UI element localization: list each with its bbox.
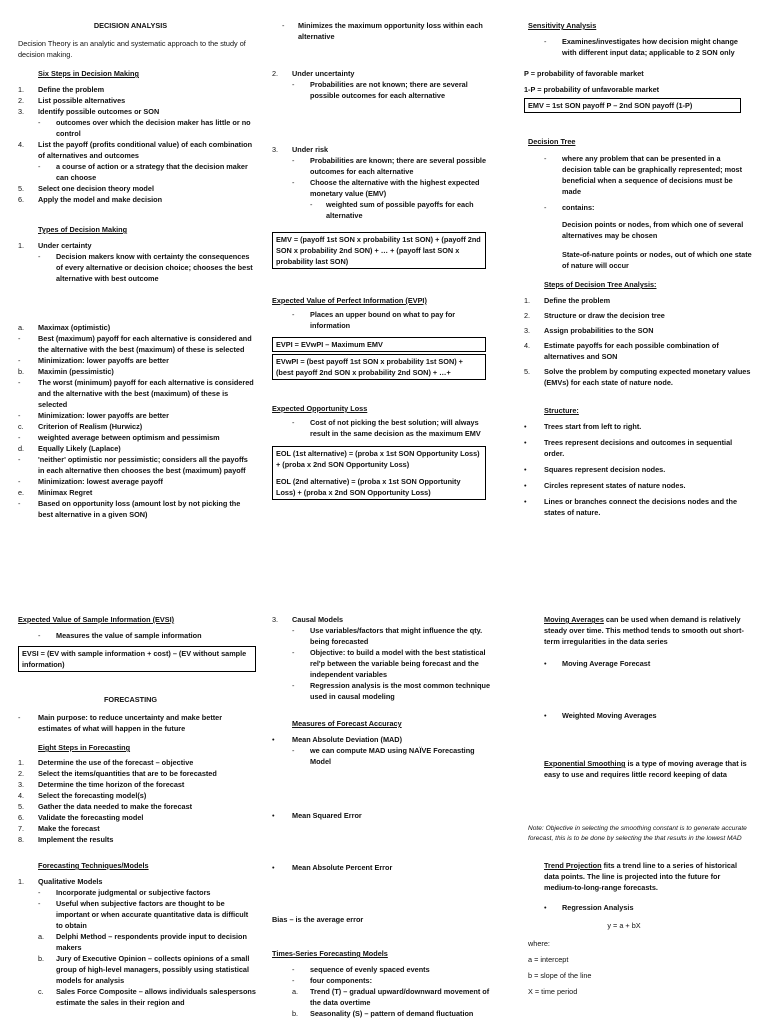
list-item: - The worst (minimum) payoff for each alternative is considered and the alternative with the best (maximum) of these is selected xyxy=(18,378,254,409)
six-steps-list xyxy=(18,84,256,205)
list-item: - Minimization: lower payoffs are better xyxy=(18,356,169,365)
smoothing-note: Note: Objective in selecting the smoothing constant is to generate accurate forecast, this is to be done by selecting the that results in the lowest MAD xyxy=(528,825,747,842)
list-item: 7. Make the forecast xyxy=(18,824,100,833)
under-uncertainty-block: 2. Under uncertainty - Probabilities are not known; there are several possible outcomes for each alternative xyxy=(272,69,468,100)
a-definition: a = intercept xyxy=(528,955,569,964)
list-item: - Minimization: lowest average payoff xyxy=(18,477,163,486)
list-item: - weighted average between optimism and pessimism xyxy=(18,433,220,442)
list-item: - a course of action or a strategy that the decision maker can choose xyxy=(38,162,248,182)
exp-smoothing-text: Exponential Smoothing is a type of moving average that is easy to use and requires little record keeping of data xyxy=(544,759,747,779)
regression-formula: y = a + bX xyxy=(607,921,641,930)
list-item: - outcomes over which the decision maker has little or no control xyxy=(38,118,251,138)
forecasting-title: FORECASTING xyxy=(103,695,158,704)
page-title: DECISION ANALYSIS xyxy=(93,21,168,30)
eol-heading: Expected Opportunity Loss xyxy=(272,404,368,413)
list-item: • Squares represent decision nodes. xyxy=(524,465,666,474)
eol-formula-box: EOL (1st alternative) = (proba x 1st SON Opportunity Loss) + (proba x 2nd SON Opportunity Loss) EOL (2nd alternative) = (proba x 1st SON Opportunity Loss) + (proba x 2nd SON Opportunity Loss) xyxy=(272,446,486,500)
list-item: 3. Assign probabilities to the SON xyxy=(524,326,654,335)
p-definition: P = probability of favorable market xyxy=(524,69,644,78)
one-minus-p-definition: 1-P = probability of unfavorable market xyxy=(524,85,660,94)
tree-steps-heading: Steps of Decision Tree Analysis: xyxy=(544,280,657,289)
list-item: 1. Define the problem xyxy=(18,85,105,94)
ma-forecast-item: • Moving Average Forecast xyxy=(544,659,651,668)
structure-heading: Structure: xyxy=(544,406,579,415)
emv-sensitivity-box: EMV = 1st SON payoff P – 2nd SON payoff (1-P) xyxy=(524,98,741,113)
techniques-heading: Forecasting Techniques/Models xyxy=(38,861,149,870)
structure-list xyxy=(524,421,752,523)
list-item: 2. Select the items/quantities that are to be forecasted xyxy=(18,769,217,778)
list-item: d. Equally Likely (Laplace) xyxy=(18,444,121,453)
decision-tree-heading: Decision Tree xyxy=(528,137,576,146)
types-heading: Types of Decision Making xyxy=(38,225,128,234)
decision-analysis-column xyxy=(18,0,256,600)
list-item: 5. Select one decision theory model xyxy=(18,184,154,193)
forecasting-column: Expected Value of Sample Information (EVSI) - Measures the value of sample information EVSI = (EV with sample information + cost) – (EV without sample information) FORECASTING - Main purpose: to reduce uncertainty and make better estimates of what will happen in the future Eight Steps in Forecasting 1. Determine the use of the forecast – objective 2. Select the items/quantities that are to be forecasted 3. Determine the time horizon of the forecast 4. Select the forecasting model(s) 5. Gather the data needed to make the forecast 6. Validate the forecasting model 7. Make the forecast 8. Implement the results Forecasting Techniques/Models 1. Qualitative Models - Incorporate judgmental or subjective factors - Useful when subjective factors are thought to be important or when accurate quantitative data is difficult to obtain a. Delphi Method – respondents provide input to decision makers b. Jury of Executive Opinion – collects opinions of a small group of high-level managers, possibly using statistical models for analysis c. Sales Force Composite – allows individuals salespersons estimate the sales in their region and xyxy=(18,615,256,1007)
list-item: e. Minimax Regret xyxy=(18,488,93,497)
accuracy-heading: Measures of Forecast Accuracy xyxy=(292,719,402,728)
x-definition: X = time period xyxy=(528,987,578,996)
decision-types-column: - Minimizes the maximum opportunity loss within each alternative 2. Under uncertainty - Probabilities are not known; there are several possible outcomes for each alternative 3. Under risk - Probabilities are known; there are several possible outcomes for each alternative - Choose the alternative with the highest expected monetary value (EMV) - weighted sum of possible payoffs for each alternative EMV = (payoff 1st SON x probability 1st SON) + (payoff 2nd SON x probability 2nd SON) + … + (payoff last SON x probability last SON) Expected Value of Perfect Information (EVPI) - Places an upper bound on what to pay for information EVPI = EVwPI – Maximum EMV EVwPI = (best payoff 1st SON x probability 1st SON) + (best payoff 2nd SON x probability 2nd SON) + …+ Expected Opportunity Loss - Cost of not picking the best solution; will always result in the same decision as the maximum EMV EOL (1st alternative) = (proba x 1st SON Opportunity Loss) + (proba x 2nd SON Opportunity Loss) EOL (2nd alternative) = (proba x 1st SON Opportunity Loss) + (proba x 2nd SON Opportunity Loss) xyxy=(272,0,494,600)
under-risk-block: 3. Under risk - Probabilities are known; there are several possible outcomes for each alternative - Choose the alternative with the highest expected monetary value (EMV) - weighted sum of possible payoffs for each alternative xyxy=(272,145,487,220)
time-series-block: - sequence of evenly spaced events - four components: a. Trend (T) – gradual upward/downward movement of the data overtime b. Seasonality (S) – pattern of demand fluctuation xyxy=(292,965,490,1018)
list-item: 6. Validate the forecasting model xyxy=(18,813,144,822)
evwpi-formula-box: EVwPI = (best payoff 1st SON x probability 1st SON) + (best payoff 2nd SON x probability 2nd SON) + …+ xyxy=(272,354,486,380)
list-item: 5. Gather the data needed to make the forecast xyxy=(18,802,193,811)
list-item: 4. Select the forecasting model(s) xyxy=(18,791,147,800)
regression-item: • Regression Analysis xyxy=(544,903,634,912)
qualitative-block: 1. Qualitative Models - Incorporate judgmental or subjective factors - Useful when subjective factors are thought to be important or when accurate quantitative data is difficult to obtain a. Delphi Method – respondents provide input to decision makers b. Jury of Executive Opinion – collects opinions of a small group of high-level managers, possibly using statistical models for analysis c. Sales Force Composite – allows individuals salespersons estimate the sales in their region and xyxy=(18,877,256,1007)
forecast-accuracy-column xyxy=(272,600,494,1024)
where-label: where: xyxy=(528,939,550,948)
evpi-formula-box: EVPI = EVwPI – Maximum EMV xyxy=(272,337,486,352)
mape-item: • Mean Absolute Percent Error xyxy=(272,863,393,872)
list-item: 5. Solve the problem by computing expected monetary values (EMVs) for each state of nature node. xyxy=(524,367,751,387)
list-item: • Circles represent states of nature nodes. xyxy=(524,481,686,490)
list-item: c. Criterion of Realism (Hurwicz) xyxy=(18,422,143,431)
list-item: b. Maximin (pessimistic) xyxy=(18,367,114,376)
list-item: - Minimization: lower payoffs are better xyxy=(18,411,169,420)
list-item: 2. List possible alternatives xyxy=(18,96,126,105)
sensitivity-heading: Sensitivity Analysis xyxy=(528,21,597,30)
time-series-heading: Times-Series Forecasting Models xyxy=(272,949,388,958)
eight-steps-list xyxy=(18,757,256,845)
evsi-heading: Expected Value of Sample Information (EVSI) xyxy=(18,615,175,624)
list-item: - Best (maximum) payoff for each alternative is considered and the alternative with the best (maximum) of these is selected xyxy=(18,334,252,354)
criteria-list xyxy=(18,322,256,520)
moving-averages-column xyxy=(524,600,752,1024)
bias-text: Bias – is the average error xyxy=(272,915,364,924)
list-item: • Lines or branches connect the decisions nodes and the states of nature. xyxy=(524,497,738,517)
list-item: - Based on opportunity loss (amount lost by not picking the best alternative in a given SON) xyxy=(18,499,241,519)
tree-steps-list xyxy=(524,295,752,392)
under-certainty-block: 1. Under certainty - Decision makers know with certainty the consequences of every alternative or decision choice; chooses the best alternative with best outcome xyxy=(18,241,253,283)
list-item: 8. Implement the results xyxy=(18,835,114,844)
list-item: - 'neither' optimistic nor pessimistic; considers all the payoffs in each alternative then chooses the best (maximum) payoff xyxy=(18,455,248,475)
evsi-formula-box: EVSI = (EV with sample information + cost) – (EV without sample information) xyxy=(18,646,256,672)
list-item: 2. Structure or draw the decision tree xyxy=(524,311,665,320)
intro-text: Decision Theory is an analytic and systematic approach to the study of decision making. xyxy=(18,39,246,59)
emv-formula-box: EMV = (payoff 1st SON x probability 1st SON) + (payoff 2nd SON x probability 2nd SON) + … + (payoff last SON x probability last SON) xyxy=(272,232,486,269)
list-item: 4. Estimate payoffs for each possible combination of alternatives and SON xyxy=(524,341,719,361)
mad-block: • Mean Absolute Deviation (MAD) - we can compute MAD using NAÏVE Forecasting Model xyxy=(272,735,475,766)
list-item: • Trees start from left to right. xyxy=(524,422,642,431)
sensitivity-tree-column: Sensitivity Analysis - Examines/investigates how decision might change with different input data; applicable to 2 SON only P = probability of favorable market 1-P = probability of unfavorable market EMV = 1st SON payoff P – 2nd SON payoff (1-P) Decision Tree - where any problem that can be presented in a decision table can be graphically represented; most beneficial when a sequence of decisions must be made - contains: Decision points or nodes, from which one of several alternatives may be chosen State-of-nature points or nodes, out of which one state of nature will occur Steps of Decision Tree Analysis: 1. Define the problem 2. Structure or draw the decision tree 3. Assign probabilities to the SON 4. Estimate payoffs for each possible combination of alternatives and SON 5. Solve the problem by computing expected monetary values (EMVs) for each state of nature node. Structure: • Trees start from left to right. • Trees represent decisions and outcomes in sequential order. • Squares represent decision nodes. • Circles represent states of nature nodes. • Lines or branches connect the decisions nodes and the states of nature. xyxy=(524,0,752,600)
moving-averages-text: Moving Averages can be used when demand is relatively steady over time. This method tends to smooth out short-term irregularities in the data series xyxy=(544,615,744,646)
eight-steps-heading: Eight Steps in Forecasting xyxy=(38,743,131,752)
six-steps-heading: Six Steps in Decision Making xyxy=(38,69,139,78)
mse-item: • Mean Squared Error xyxy=(272,811,362,820)
evpi-heading: Expected Value of Perfect Information (EVPI) xyxy=(272,296,427,305)
b-definition: b = slope of the line xyxy=(528,971,592,980)
wma-item: • Weighted Moving Averages xyxy=(544,711,657,720)
list-item: 6. Apply the model and make decision xyxy=(18,195,163,204)
list-item: • Trees represent decisions and outcomes in sequential order. xyxy=(524,438,733,458)
causal-block: 3. Causal Models - Use variables/factors that might influence the qty. being forecasted - Objective: to build a model with the best statistical rel'p between the variable being forecast and the independent variables - Regression analysis is the most common technique used in causal modeling xyxy=(272,615,491,701)
list-item: 4. List the payoff (profits conditional value) of each combination of alternatives and outcomes xyxy=(18,140,253,160)
list-item: 3. Identify possible outcomes or SON xyxy=(18,107,160,116)
list-item: 1. Define the problem xyxy=(524,296,611,305)
trend-projection-text: Trend Projection fits a trend line to a series of historical data points. The line is projected into the future for medium-to-long-range forecasts. xyxy=(544,861,738,892)
list-item: 3. Determine the time horizon of the forecast xyxy=(18,780,185,789)
minimax-line: - Minimizes the maximum opportunity loss within each alternative xyxy=(282,21,483,41)
list-item: 1. Determine the use of the forecast – objective xyxy=(18,758,194,767)
list-item: a. Maximax (optimistic) xyxy=(18,323,111,332)
